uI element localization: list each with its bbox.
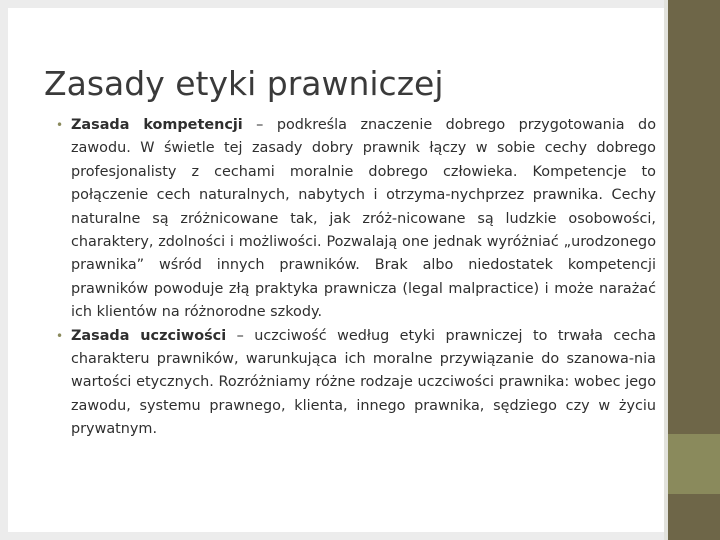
slide-title: Zasady etyki prawniczej — [44, 64, 444, 104]
bullet-term: Zasada kompetencji — [71, 117, 243, 133]
bullet-dot-icon: • — [56, 328, 64, 343]
decorative-sidebar-accent — [668, 434, 720, 494]
slide-left-border — [0, 0, 8, 540]
bullet-item-competence — [56, 114, 656, 325]
slide-top-border — [0, 0, 668, 8]
bullet-text: – uczciwość według etyki prawniczej to trwała cecha charakteru prawników, warunkująca ich moralne przywiązanie do szanowa-nia wartości etycznych. Rozróżniamy różne rodzaje uczciwości prawnika: wobec jego zawodu, systemu prawnego, klienta, innego prawnika, sędziego czy w życiu prywatnym. — [71, 327, 656, 438]
bullet-text: – podkreśla znaczenie dobrego przygotowania do zawodu. W świetle tej zasady dobry prawnik łączy w sobie cechy dobrego profesjonalisty z cechami moralnie dobrego człowieka. Kompetencje to połączenie cech naturalnych, nabytych i otrzyma-nychprzez prawnika. Cechy naturalne są zróżnicowane tak, jak zróż-nicowane są ludzkie osobowości, charaktery, zdolności i możliwości. Pozwalają one jednak wyróżniać „urodzonego prawnika” wśród innych prawników. Brak albo niedostatek kompetencji prawników powoduje złą praktyka prawnicza (legal malpractice) i może narażać ich klientów na różnorodne szkody. — [71, 117, 656, 321]
slide-content — [56, 114, 656, 442]
bullet-dot-icon: • — [56, 118, 64, 132]
bullet-term: Zasada uczciwości — [71, 327, 227, 344]
slide-bottom-border — [0, 532, 668, 540]
bullet-item-honesty — [56, 325, 656, 442]
